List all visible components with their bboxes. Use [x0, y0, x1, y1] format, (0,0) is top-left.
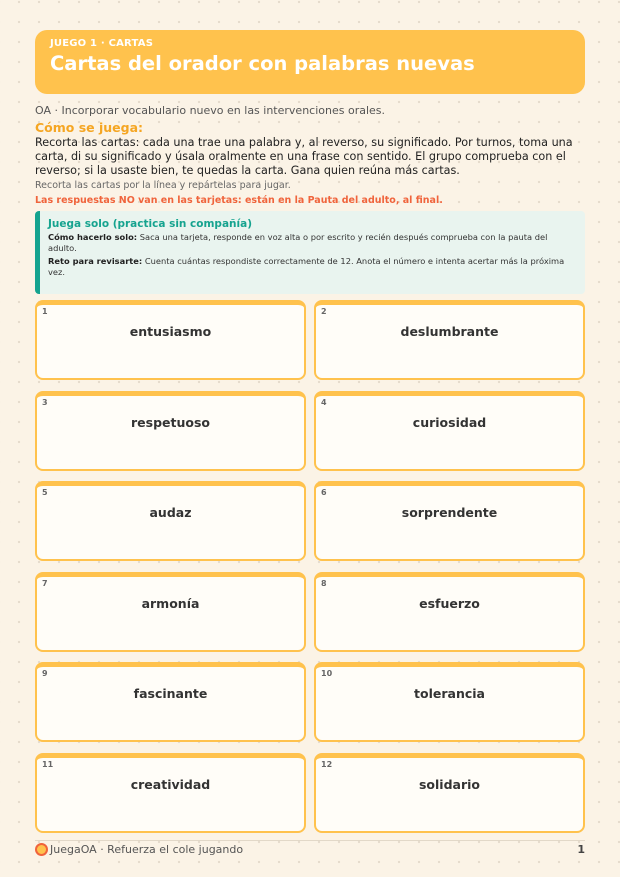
card-word: armonía [141, 596, 200, 611]
card-number: 4 [321, 398, 327, 407]
card-word: audaz [149, 505, 192, 520]
word-card [35, 391, 306, 471]
card-number: 10 [321, 669, 333, 678]
card-number: 11 [42, 760, 54, 769]
card-number: 3 [42, 398, 48, 407]
card-number: 5 [42, 488, 48, 497]
how-to-play-text: Recorta las cartas: cada una trae una palabra y, al reverso, su significado. Por turnos, toma una carta, di su significado y úsala oralmente en una frase con sentido. El grupo comprueba con el reverso; si la usaste bien, te quedas la carta. Gana quien reúna más cartas. [35, 136, 573, 177]
solo-how-paragraph [48, 232, 575, 254]
answers-note: Las respuestas NO van en las tarjetas: están en la Pauta del adulto, al final. [35, 195, 443, 206]
how-to-play-heading: Cómo se juega: [35, 120, 144, 135]
word-card [35, 300, 306, 380]
footer-brand: JuegaOA · Refuerza el cole jugando [50, 843, 244, 856]
card-word: solidario [418, 777, 481, 792]
card-word: sorprendente [401, 505, 498, 520]
title-banner [35, 30, 585, 94]
word-card [314, 391, 585, 471]
card-number: 1 [42, 307, 48, 316]
word-card [314, 572, 585, 652]
word-card [35, 662, 306, 742]
card-word: curiosidad [412, 415, 487, 430]
card-word: creatividad [130, 777, 211, 792]
word-card [314, 753, 585, 833]
card-number: 6 [321, 488, 327, 497]
page-title: Cartas del orador con palabras nuevas [50, 52, 475, 75]
card-word: deslumbrante [400, 324, 499, 339]
solo-check-text: Cuenta cuántas respondiste correctamente de 12. Anota el número e intenta acertar más la próxima vez. [48, 256, 565, 277]
word-card [35, 572, 306, 652]
card-word: entusiasmo [129, 324, 212, 339]
solo-check-paragraph [48, 256, 575, 278]
word-card [314, 300, 585, 380]
word-card [314, 481, 585, 561]
solo-play-box [35, 211, 585, 294]
footer-divider [35, 840, 585, 841]
card-number: 12 [321, 760, 333, 769]
card-number: 7 [42, 579, 48, 588]
card-word: fascinante [133, 686, 208, 701]
cut-note: Recorta las cartas por la línea y repártelas para jugar. [35, 180, 291, 191]
word-card [35, 753, 306, 833]
learning-objective: OA · Incorporar vocabulario nuevo en las intervenciones orales. [35, 104, 386, 117]
word-card [35, 481, 306, 561]
card-word: tolerancia [414, 686, 485, 701]
solo-how-label: Cómo hacerlo solo: [48, 232, 138, 242]
word-card [314, 662, 585, 742]
solo-how-text: Saca una tarjeta, responde en voz alta o por escrito y recién después comprueba con la pauta del adulto. [48, 232, 548, 253]
page-number: 1 [577, 843, 585, 856]
solo-heading: Juega solo (practica sin compañía) [48, 218, 252, 230]
card-word: esfuerzo [419, 596, 480, 611]
target-icon [35, 843, 48, 856]
game-kicker: JUEGO 1 · CARTAS [50, 38, 154, 49]
solo-check-label: Reto para revisarte: [48, 256, 143, 266]
card-number: 2 [321, 307, 327, 316]
card-number: 9 [42, 669, 48, 678]
card-number: 8 [321, 579, 327, 588]
card-word: respetuoso [131, 415, 210, 430]
